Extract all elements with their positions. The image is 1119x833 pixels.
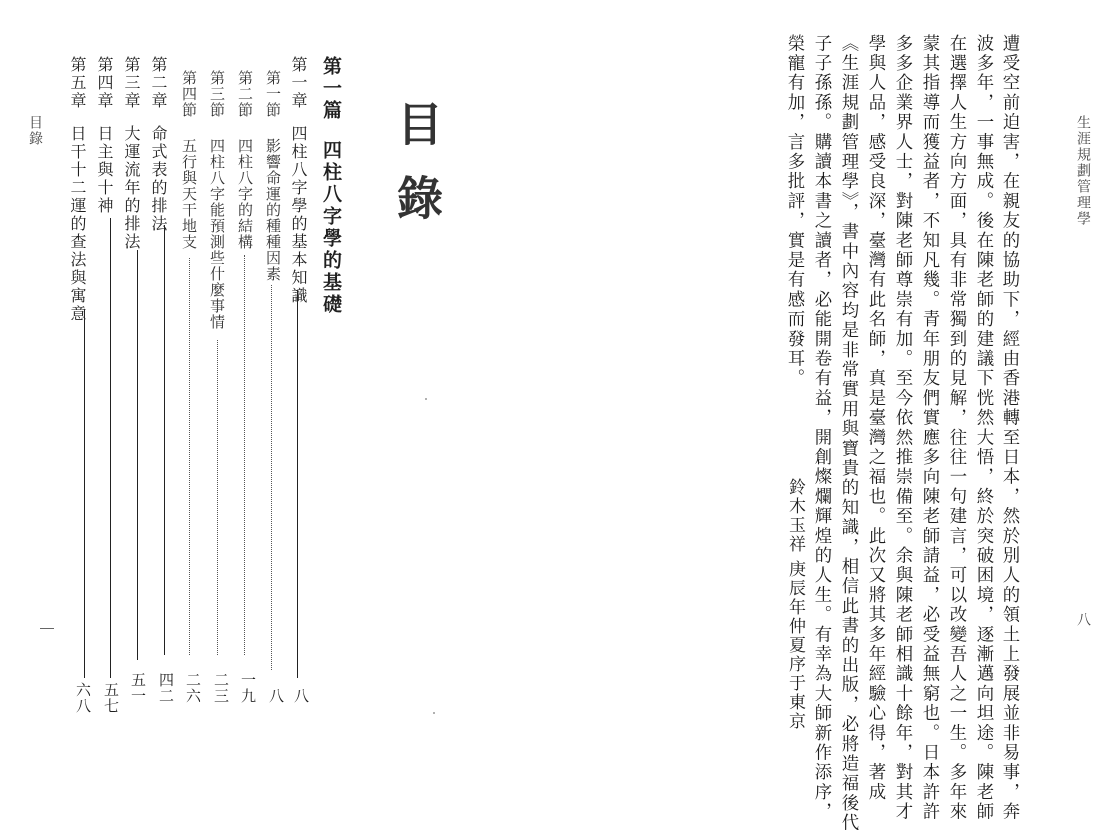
toc-entry-page: 五七	[102, 682, 120, 714]
toc-entry-title: 命式表的排法	[149, 125, 168, 233]
toc-entry-page: 八	[267, 688, 285, 704]
scan-speck	[425, 398, 427, 400]
toc-entry-title: 四柱八字學的基本知識	[289, 125, 308, 305]
toc-entry-title: 日主與十神	[95, 125, 114, 215]
toc-entry-title: 日干十二運的查法與寓意	[68, 125, 87, 323]
body-line: 在選擇人生方向方面，具有非常獨到的見解，往往一句建言，可以改變吾人之一生。多年來	[946, 34, 966, 822]
scan-mark	[40, 628, 54, 629]
toc-entry-title: 影響命運的種種因素	[264, 138, 282, 282]
body-line: 子子孫孫。購讀本書之讀者，必能開卷有益，開創燦爛輝煌的人生。有幸為大師新作添序，	[811, 34, 831, 822]
toc-entry-page: 五一	[129, 672, 147, 704]
toc-leader-rule	[110, 218, 111, 678]
toc-page	[0, 0, 470, 760]
toc-entry-page: 二三	[212, 672, 230, 704]
toc-entry-label: 第三節	[208, 70, 226, 118]
toc-leader-dots	[217, 340, 218, 655]
body-line: 學與人品，感受良深，臺灣有此名師，真是臺灣之福也。此次又將其多年經驗心得，著成	[865, 34, 885, 803]
signature-dateline: 庚辰年仲夏序于東京	[785, 560, 805, 731]
toc-leader-rule	[297, 290, 298, 678]
toc-entry-label: 第二章	[149, 56, 168, 110]
toc-entry-title: 五行與天干地支	[180, 138, 198, 250]
page-number: 八	[1075, 612, 1091, 628]
toc-entry-label: 第四節	[180, 70, 198, 118]
page-title: 目錄	[390, 100, 444, 248]
toc-leader-rule	[164, 225, 165, 655]
toc-leader-rule	[84, 310, 85, 678]
toc-entry-title: 大運流年的排法	[122, 125, 141, 251]
toc-leader-rule	[137, 250, 138, 660]
toc-leader-dots	[271, 285, 272, 670]
preface-page	[470, 0, 1119, 833]
toc-entry-title: 四柱八字能預測些什麼事情	[208, 138, 226, 330]
toc-entry-page: 二六	[184, 672, 202, 704]
toc-entry-label: 第一節	[264, 70, 282, 118]
toc-leader-dots	[244, 255, 245, 655]
body-line: 蒙其指導而獲益者，不知凡幾。青年朋友們實應多向陳老師請益，必受益無窮也。日本許許	[919, 34, 939, 822]
part-label: 第一篇	[320, 56, 342, 122]
toc-entry-label: 第四章	[95, 56, 114, 110]
body-line: 《生涯規劃管理學》，書中內容均是非常實用與寶貴的知識，相信此書的出版，必將造福後代	[838, 34, 858, 833]
toc-entry-label: 第一章	[289, 56, 308, 110]
running-header: 生涯規劃管理學	[1075, 115, 1091, 227]
toc-entry-page: 四二	[157, 672, 175, 704]
body-line: 榮寵有加，言多批評，實是有感而發耳。	[784, 34, 804, 389]
toc-entry-page: 一九	[239, 672, 257, 704]
toc-entry-label: 第二節	[236, 70, 254, 118]
body-line: 波多年，一事無成。後在陳老師的建議下恍然大悟，終於突破困境，逐漸邁向坦途。陳老師	[973, 34, 993, 822]
toc-entry-title: 四柱八字的結構	[236, 138, 254, 250]
part-title: 四柱八字學的基礎	[320, 140, 342, 316]
toc-leader-dots	[189, 258, 190, 655]
running-header: 目錄	[27, 115, 43, 147]
signature-name: 鈴木玉祥	[785, 478, 805, 554]
body-line: 多多企業界人士，對陳老師尊崇有加。至今依然推崇備至。余與陳老師相識十餘年，對其才	[892, 34, 912, 822]
scan-speck	[433, 712, 435, 714]
body-line: 遭受空前迫害，在親友的協助下，經由香港轉至日本，然於別人的領土上發展並非易事，奔	[999, 34, 1019, 822]
toc-entry-page: 六八	[74, 682, 92, 714]
toc-entry-label: 第三章	[122, 56, 141, 110]
toc-entry-label: 第五章	[68, 56, 87, 110]
toc-entry-page: 八	[292, 688, 310, 704]
